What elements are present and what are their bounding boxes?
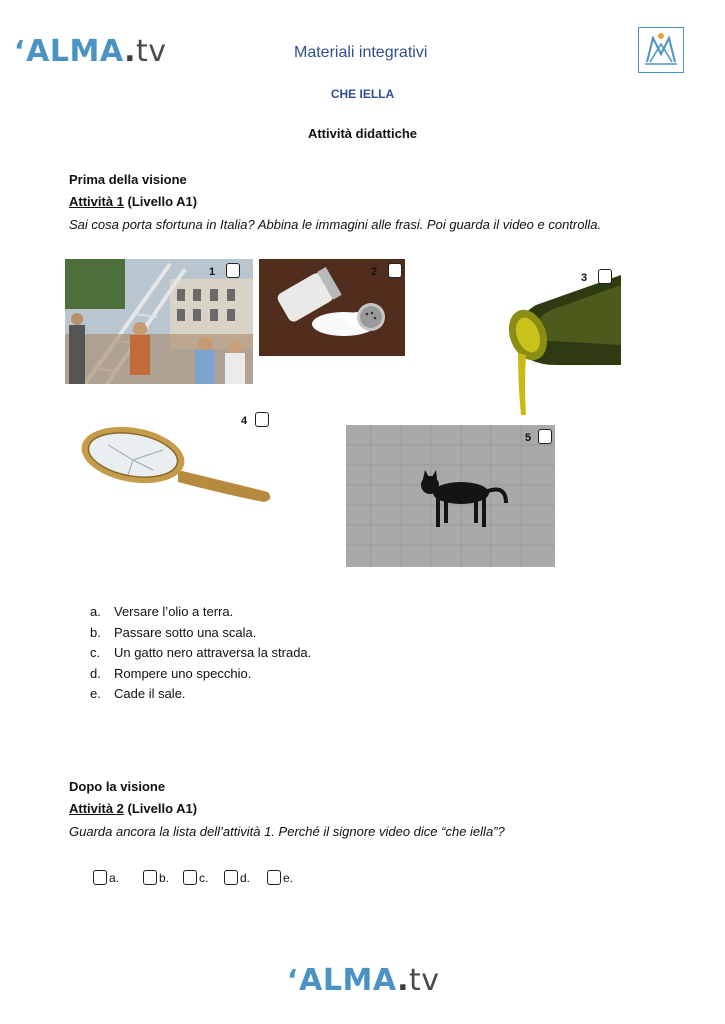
activity1-heading bbox=[69, 194, 197, 209]
header-logo bbox=[14, 34, 167, 69]
logo-dot: . bbox=[124, 34, 137, 69]
answer-a-checkbox[interactable] bbox=[93, 870, 107, 885]
image-2-number: 2 bbox=[371, 266, 378, 278]
activity1-instructions: Sai cosa porta sfortuna in Italia? Abbina le immagini alle frasi. Poi guarda il video e controlla. bbox=[69, 217, 602, 232]
answer-e-label: e. bbox=[283, 870, 294, 885]
answer-e[interactable] bbox=[267, 870, 307, 885]
image-1-checkbox[interactable] bbox=[226, 263, 240, 278]
option-text: Un gatto nero attraversa la strada. bbox=[114, 645, 312, 660]
image-4-marker bbox=[241, 411, 269, 429]
answer-c[interactable] bbox=[183, 870, 224, 885]
activity2-heading bbox=[69, 801, 197, 816]
after-heading: Dopo la visione bbox=[69, 779, 166, 794]
list-item bbox=[90, 684, 311, 705]
worksheet-title: CHE IELLA bbox=[330, 87, 395, 101]
image-5-checkbox[interactable] bbox=[538, 429, 552, 444]
answer-a-label: a. bbox=[109, 870, 120, 885]
image-2-checkbox[interactable] bbox=[388, 263, 402, 278]
option-text: Passare sotto una scala. bbox=[114, 624, 257, 640]
logo-tv: tv bbox=[409, 963, 440, 998]
activity2-instructions: Guarda ancora la lista dell’attività 1. Perché il signore video dice “che iella”? bbox=[69, 824, 505, 839]
logo-tv: tv bbox=[136, 34, 167, 69]
olive-oil-bottle-photo bbox=[466, 265, 621, 420]
header-title: Materiali integrativi bbox=[294, 44, 428, 61]
logo-quote: ‘ bbox=[287, 963, 299, 996]
answer-row bbox=[93, 870, 307, 885]
image-3-number: 3 bbox=[581, 272, 588, 284]
option-letter: e. bbox=[90, 686, 101, 701]
image-5-marker bbox=[525, 428, 552, 446]
answer-c-label: c. bbox=[199, 870, 209, 885]
option-text: Rompere uno specchio. bbox=[114, 665, 252, 681]
image-3-marker bbox=[581, 268, 612, 286]
activity2-label: Attività 2 bbox=[69, 801, 124, 816]
footer-logo bbox=[287, 963, 440, 998]
list-item bbox=[90, 643, 311, 664]
answer-b[interactable] bbox=[143, 870, 183, 885]
image-3-checkbox[interactable] bbox=[598, 269, 612, 284]
image-1-number: 1 bbox=[209, 266, 216, 278]
image-2-marker bbox=[371, 262, 402, 280]
options-list bbox=[90, 602, 311, 705]
option-letter: b. bbox=[90, 624, 101, 640]
before-heading: Prima della visione bbox=[69, 172, 187, 187]
list-item bbox=[90, 623, 311, 644]
list-item bbox=[90, 664, 311, 685]
image-4-number: 4 bbox=[241, 415, 248, 427]
answer-d-checkbox[interactable] bbox=[224, 870, 238, 885]
answer-d[interactable] bbox=[224, 870, 267, 885]
answer-b-checkbox[interactable] bbox=[143, 870, 157, 885]
option-text: Cade il sale. bbox=[114, 686, 186, 701]
option-text: Versare l’olio a terra. bbox=[114, 604, 234, 619]
activity1-label: Attività 1 bbox=[69, 194, 124, 209]
activity1-level: (Livello A1) bbox=[123, 194, 198, 209]
logo-quote: ‘ bbox=[14, 34, 26, 67]
list-item bbox=[90, 602, 311, 623]
option-letter: c. bbox=[90, 645, 101, 660]
image-cat bbox=[346, 425, 555, 567]
logo-alma: ALMA bbox=[26, 34, 125, 69]
black-cat-photo bbox=[346, 425, 555, 567]
answer-c-checkbox[interactable] bbox=[183, 870, 197, 885]
broken-mirror-photo bbox=[78, 420, 278, 510]
image-5-number: 5 bbox=[525, 432, 532, 444]
image-mirror bbox=[78, 420, 278, 510]
image-1-marker bbox=[209, 262, 240, 280]
option-letter: a. bbox=[90, 604, 101, 619]
section-title: Attività didattiche bbox=[307, 126, 418, 141]
image-4-checkbox[interactable] bbox=[255, 412, 269, 427]
answer-e-checkbox[interactable] bbox=[267, 870, 281, 885]
option-letter: d. bbox=[90, 665, 101, 681]
logo-dot: . bbox=[397, 963, 410, 998]
emblem-logo bbox=[638, 27, 684, 73]
answer-d-label: d. bbox=[240, 870, 251, 885]
answer-b-label: b. bbox=[159, 870, 170, 885]
logo-alma: ALMA bbox=[299, 963, 398, 998]
image-oil bbox=[466, 265, 621, 420]
activity2-level: (Livello A1) bbox=[123, 801, 198, 816]
answer-a[interactable] bbox=[93, 870, 143, 885]
